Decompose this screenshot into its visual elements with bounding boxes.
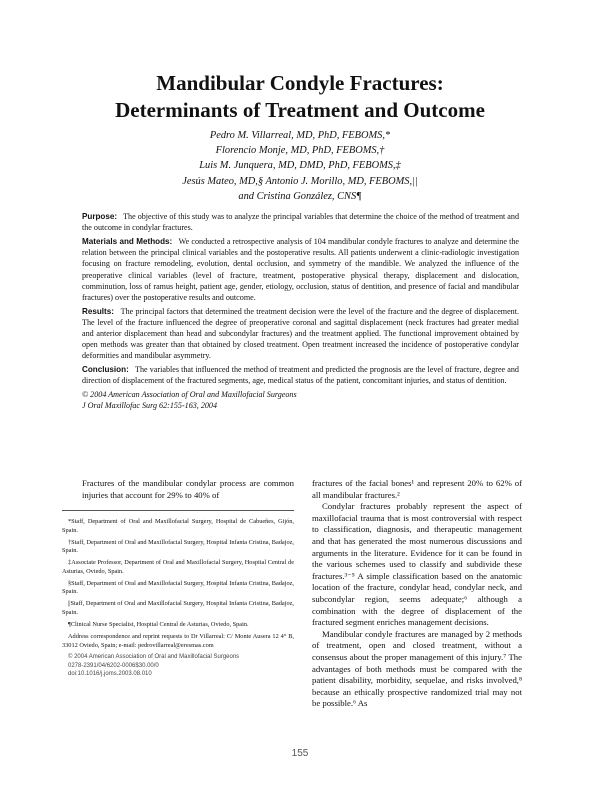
copyright-line: © 2004 American Association of Oral and Maxillofacial Surgeons xyxy=(82,390,297,400)
author-list xyxy=(0,128,600,204)
footnote: §Staff, Department of Oral and Maxillofacial Surgery, Hospital Infanta Cristina, Badajoz, Spain. xyxy=(62,579,294,596)
author-line: Jesús Mateo, MD,§ Antonio J. Morillo, MD, FEBOMS,|| xyxy=(182,175,418,187)
methods-text: We conducted a retrospective analysis of 104 mandibular condyle fractures to analyze and determine the relation between the principal clinical variables and the postoperative results. All patients underwent a clinic-radiologic investigation focusing on fracture remodeling, evolution, dental occlusion, and symmetry of the mandible. We analyzed the influence of the preoperative clinical variables (level of fracture, treatment, postoperative physical therapy, displacement and dislocation, comminution, loss of ramus height, patient age, gender, etiology, occlusion, status of dentition, and presence of facial and mandibular fractures) over the postoperative results and outcome. xyxy=(82,236,519,302)
body-paragraph: Fractures of the mandibular condylar process are common injuries that account for 29% to 40% of xyxy=(82,478,294,500)
body-right-column xyxy=(312,478,522,710)
conclusion-label: Conclusion: xyxy=(82,365,129,375)
footnote-issn: 0278-2391/04/6202-0006$30.00/0 xyxy=(68,662,159,669)
footnote: †Staff, Department of Oral and Maxillofacial Surgery, Hospital Infanta Cristina, Badajoz, Spain. xyxy=(62,538,294,555)
purpose-text: The objective of this study was to analyze the principal variables that determine the choice of the method of treatment and the outcome in condylar fractures. xyxy=(82,212,519,233)
conclusion-text: The variables that influenced the method of treatment and predicted the prognosis are the level of fracture, degree and direction of displacement of the fractured segments, age, medical status of the patient, concomitant injuries, and status of dentition. xyxy=(82,365,519,386)
abstract-methods xyxy=(82,236,519,303)
footnote: *Staff, Department of Oral and Maxillofacial Surgery, Hospital de Cabueñes, Gijón, Spain. xyxy=(62,518,294,534)
footnote: ¶Clinical Nurse Specialist, Hospital Central de Asturias, Oviedo, Spain. xyxy=(68,620,249,628)
title-line-2: Determinants of Treatment and Outcome xyxy=(115,98,485,122)
methods-label: Materials and Methods: xyxy=(82,236,173,246)
footnotes xyxy=(62,518,294,678)
author-line: Florencio Monje, MD, PhD, FEBOMS,† xyxy=(215,145,385,157)
page-number: 155 xyxy=(291,748,309,759)
abstract-results xyxy=(82,306,519,362)
body-paragraph: fractures of the facial bones¹ and represent 20% to 62% of all mandibular fractures.² xyxy=(312,478,522,500)
footnote-correspondence: Address correspondence and reprint requests to Dr Villarreal: C/ Monte Ausera 12 4° B, 33012 Oviedo, Spain; e-mail: pedrovillarreal@eresmas.com xyxy=(62,632,294,649)
footnote: ‡Associate Professor, Department of Oral and Maxillofacial Surgery, Hospital Central de Asturias, Oviedo, Spain. xyxy=(62,559,294,575)
footnote-divider xyxy=(62,510,294,511)
title-line-1: Mandibular Condyle Fractures: xyxy=(156,71,444,95)
results-label: Results: xyxy=(82,306,114,316)
results-text: The principal factors that determined the treatment decision were the level of the fracture and the degree of displacement. The level of the fracture influenced the degree of preoperative coronal and sagittal displacement (neck fractures had greater medial and anterior displacement than head and subcondylar fractures) and the treatment applied. The functional improvement obtained by open methods was greater than that obtained by closed treatment. Open treatment increased the incidence of postoperative condylar deformities and mandibular asymmetry. xyxy=(82,306,519,361)
footnote: ||Staff, Department of Oral and Maxillofacial Surgery, Hospital Infanta Cristina, Badajoz, Spain. xyxy=(62,600,294,617)
body-paragraph: Mandibular condyle fractures are managed by 2 methods of treatment, open and closed treatment, without a consensus about the proper management of this injury.⁷ The advantages of both methods must be compared with the patient disability, morbidity, sequelae, and risks involved,⁸ because an ethically prospective randomized trial may not be possible.⁶ As xyxy=(312,628,522,709)
citation-line: J Oral Maxillofac Surg 62:155-163, 2004 xyxy=(82,401,218,411)
author-line: and Cristina González, CNS¶ xyxy=(238,190,362,202)
author-line: Pedro M. Villarreal, MD, PhD, FEBOMS,* xyxy=(209,130,391,141)
article-title xyxy=(0,70,600,124)
author-line: Luis M. Junquera, MD, DMD, PhD, FEBOMS,‡ xyxy=(199,160,401,172)
abstract-conclusion xyxy=(82,364,519,386)
body-left-column xyxy=(82,478,294,501)
body-paragraph: Condylar fractures probably represent the aspect of maxillofacial trauma that is most controversial with respect to classification, diagnosis, and therapeutic management and that has generated the most numerous discussions and arguments in the literature. Evidence for it can be found in the various schemes used to classify and subdivide these fractures.³⁻⁵ A simple classification based on the anatomic location of the fracture, condylar head, condylar neck, and subcondylar region, seems adequate;⁶ although a combination with the degree of displacement of the fractured segment enriches management decisions. xyxy=(312,501,522,628)
abstract-purpose xyxy=(82,211,519,233)
footnote-doi: doi:10.1016/j.joms.2003.08.010 xyxy=(68,671,152,678)
abstract xyxy=(82,211,519,411)
purpose-label: Purpose: xyxy=(82,212,118,221)
footnote-copyright: © 2004 American Association of Oral and Maxillofacial Surgeons xyxy=(68,654,240,661)
